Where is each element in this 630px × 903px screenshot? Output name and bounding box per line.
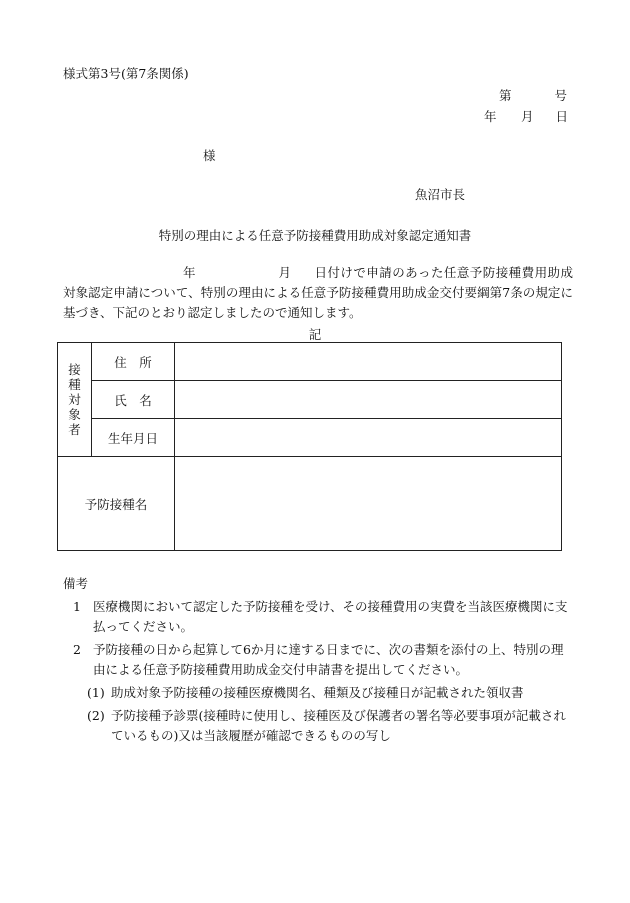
- vaccine-value[interactable]: [175, 457, 562, 551]
- note-mark: 1: [73, 599, 81, 614]
- body-text: 日付けで申請のあった任意予防接種費用助成対象認定申請について、特別の理由による任意予防接種費用助成金交付要綱第7条の規定に基づき、下記のとおり認定しましたので通知します。: [63, 265, 573, 320]
- address-label-cell: [92, 343, 175, 381]
- birthdate-label-cell: [92, 419, 175, 457]
- vaccine-label: 予防接種名: [84, 496, 148, 512]
- group-label: 接種対象者: [68, 362, 81, 437]
- ki-heading: 記: [308, 327, 322, 342]
- note-item: [63, 597, 573, 637]
- number-suffix: 号: [554, 88, 567, 103]
- note-subitem: [63, 706, 573, 746]
- document-title: 特別の理由による任意予防接種費用助成対象認定通知書: [158, 228, 472, 243]
- birthdate-label: 生年月日: [107, 430, 158, 446]
- recipient-table: [57, 342, 562, 551]
- address-label: 住 所: [114, 354, 152, 370]
- address-value[interactable]: [175, 343, 562, 381]
- note-text: 医療機関において認定した予防接種を受け、その接種費用の実費を当該医療機関に支払ってください。: [93, 599, 568, 634]
- body-month: 月: [278, 265, 292, 280]
- name-label: 氏 名: [114, 392, 152, 408]
- birthdate-value[interactable]: [175, 419, 562, 457]
- number-prefix: 第: [499, 88, 512, 103]
- note-text: 予防接種の日から起算して6か月に達する日までに、次の書類を添付の上、特別の理由による任意予防接種費用助成金交付申請書を提出してください。: [93, 642, 564, 677]
- date-year: 年: [484, 109, 497, 124]
- sender-mayor: 魚沼市長: [415, 187, 466, 202]
- name-value[interactable]: [175, 381, 562, 419]
- subitem-text: 助成対象予防接種の接種医療機関名、種類及び接種日が記載された領収書: [111, 685, 524, 700]
- name-label-cell: [92, 381, 175, 419]
- subitem-text: 予防接種予診票(接種時に使用し、接種医及び保護者の署名等必要事項が記載されているもの)又は当該履歴が確認できるものの写し: [111, 708, 566, 743]
- form-id: 様式第3号(第7条関係): [63, 66, 189, 81]
- note-mark: 2: [73, 642, 81, 657]
- group-label-cell: [58, 343, 92, 457]
- subitem-mark: (1): [87, 685, 105, 700]
- notes-title: 備考: [63, 576, 89, 591]
- note-item: [63, 640, 573, 680]
- date-month: 月: [521, 109, 534, 124]
- date-day: 日: [555, 109, 568, 124]
- vaccine-label-cell: [58, 457, 175, 551]
- note-subitem: [63, 683, 573, 703]
- body-year: 年: [183, 265, 196, 280]
- addressee-honorific: 様: [203, 148, 216, 163]
- body-paragraph: [63, 263, 573, 323]
- notes-section: [63, 574, 573, 749]
- subitem-mark: (2): [87, 708, 105, 723]
